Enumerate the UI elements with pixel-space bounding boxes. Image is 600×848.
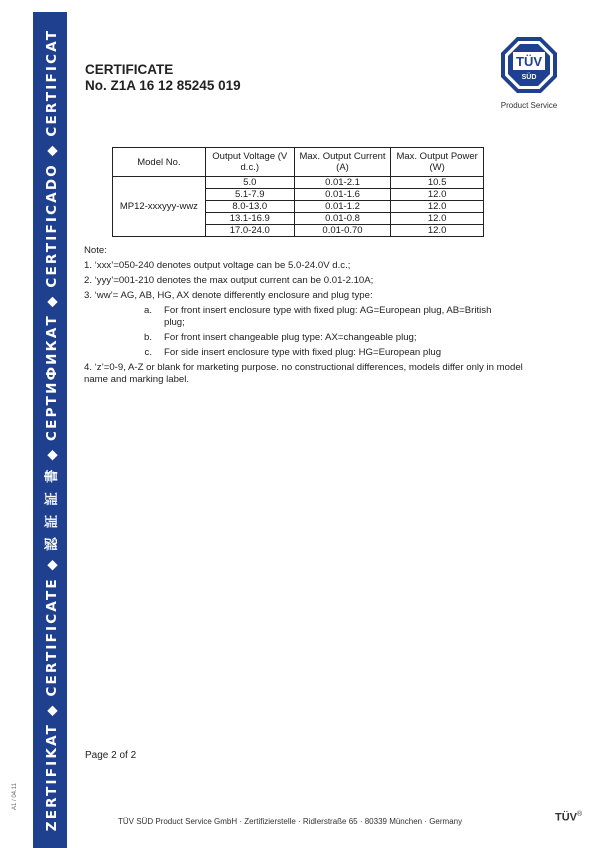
note-1: 1. ‘xxx’=050-240 denotes output voltage can be 5.0-24.0V d.c.;	[84, 260, 351, 271]
certificate-heading	[85, 62, 241, 94]
col-header-power: Max. Output Power (W)	[391, 148, 484, 177]
power-cell: 12.0	[391, 225, 484, 237]
logo-tagline: Product Service	[500, 101, 558, 110]
power-cell: 12.0	[391, 201, 484, 213]
current-cell: 0.01-1.6	[294, 189, 390, 201]
sub-text: For front insert enclosure type with fixed plug: AG=European plug, AB=British plug;	[164, 305, 492, 328]
sub-letter: a.	[143, 305, 152, 316]
tuv-octagon-icon	[499, 35, 559, 95]
footer-address: TÜV SÜD Product Service GmbH · Zertifizierstelle · Ridlerstraße 65 · 80339 München · Germany	[118, 817, 463, 826]
logo-mark-bottom: SÜD	[521, 74, 537, 81]
col-header-voltage: Output Voltage (V d.c.)	[205, 148, 294, 177]
note-4: 4. ‘z’=0-9, A-Z or blank for marketing purpose. no constructional differences, models differ only in model name and marking label.	[84, 362, 523, 385]
note-3-item-a	[84, 305, 524, 329]
power-cell: 12.0	[391, 189, 484, 201]
notes-heading: Note:	[84, 245, 107, 256]
note-3-item-b	[84, 332, 524, 344]
col-header-current: Max. Output Current (A)	[294, 148, 390, 177]
col-header-model: Model No.	[113, 148, 206, 177]
sub-letter: c.	[144, 347, 152, 358]
voltage-cell: 5.1-7.9	[205, 189, 294, 201]
current-cell: 0.01-1.2	[294, 201, 390, 213]
note-3: 3. ‘ww’= AG, AB, HG, AX denote differently enclosure and plug type:	[84, 290, 373, 301]
footer-logo-text: TÜV	[555, 811, 577, 824]
voltage-cell: 8.0-13.0	[205, 201, 294, 213]
model-spec-table	[112, 147, 484, 237]
table-header-row	[113, 148, 484, 177]
footer-logo	[555, 811, 582, 824]
power-cell: 10.5	[391, 177, 484, 189]
power-cell: 12.0	[391, 213, 484, 225]
voltage-cell: 13.1-16.9	[205, 213, 294, 225]
sub-text: For side insert enclosure type with fixed plug: HG=European plug	[164, 347, 442, 358]
sub-letter: b.	[143, 332, 152, 343]
note-3-item-c	[84, 347, 524, 359]
side-band	[33, 12, 67, 848]
side-band-text: ZERTIFIKAT ◆ CERTIFICATE ◆ 認 証 証 書 ◆ СЕРТИФИКАТ ◆ CERTIFICADO ◆ CERTIFICAT	[44, 28, 60, 832]
voltage-cell: 17.0-24.0	[205, 225, 294, 237]
table-row	[113, 177, 484, 189]
page-number: Page 2 of 2	[85, 750, 137, 761]
voltage-cell: 5.0	[205, 177, 294, 189]
form-code: A1 / 04.11	[12, 783, 18, 810]
registered-mark: ®	[577, 811, 583, 818]
model-cell: MP12-xxxyyy-wwz	[113, 177, 206, 237]
sub-text: For front insert changeable plug type: AX=changeable plug;	[164, 332, 417, 343]
logo-mark-top: TÜV	[516, 54, 542, 69]
current-cell: 0.01-2.1	[294, 177, 390, 189]
note-2: 2. ‘yyy’=001-210 denotes the max output current can be 0.01-2.10A;	[84, 275, 374, 286]
current-cell: 0.01-0.8	[294, 213, 390, 225]
certificate-number: No. Z1A 16 12 85245 019	[85, 78, 241, 93]
notes-section	[84, 245, 524, 389]
current-cell: 0.01-0.70	[294, 225, 390, 237]
tuv-sud-logo	[496, 35, 562, 110]
certificate-title: CERTIFICATE	[85, 62, 174, 77]
